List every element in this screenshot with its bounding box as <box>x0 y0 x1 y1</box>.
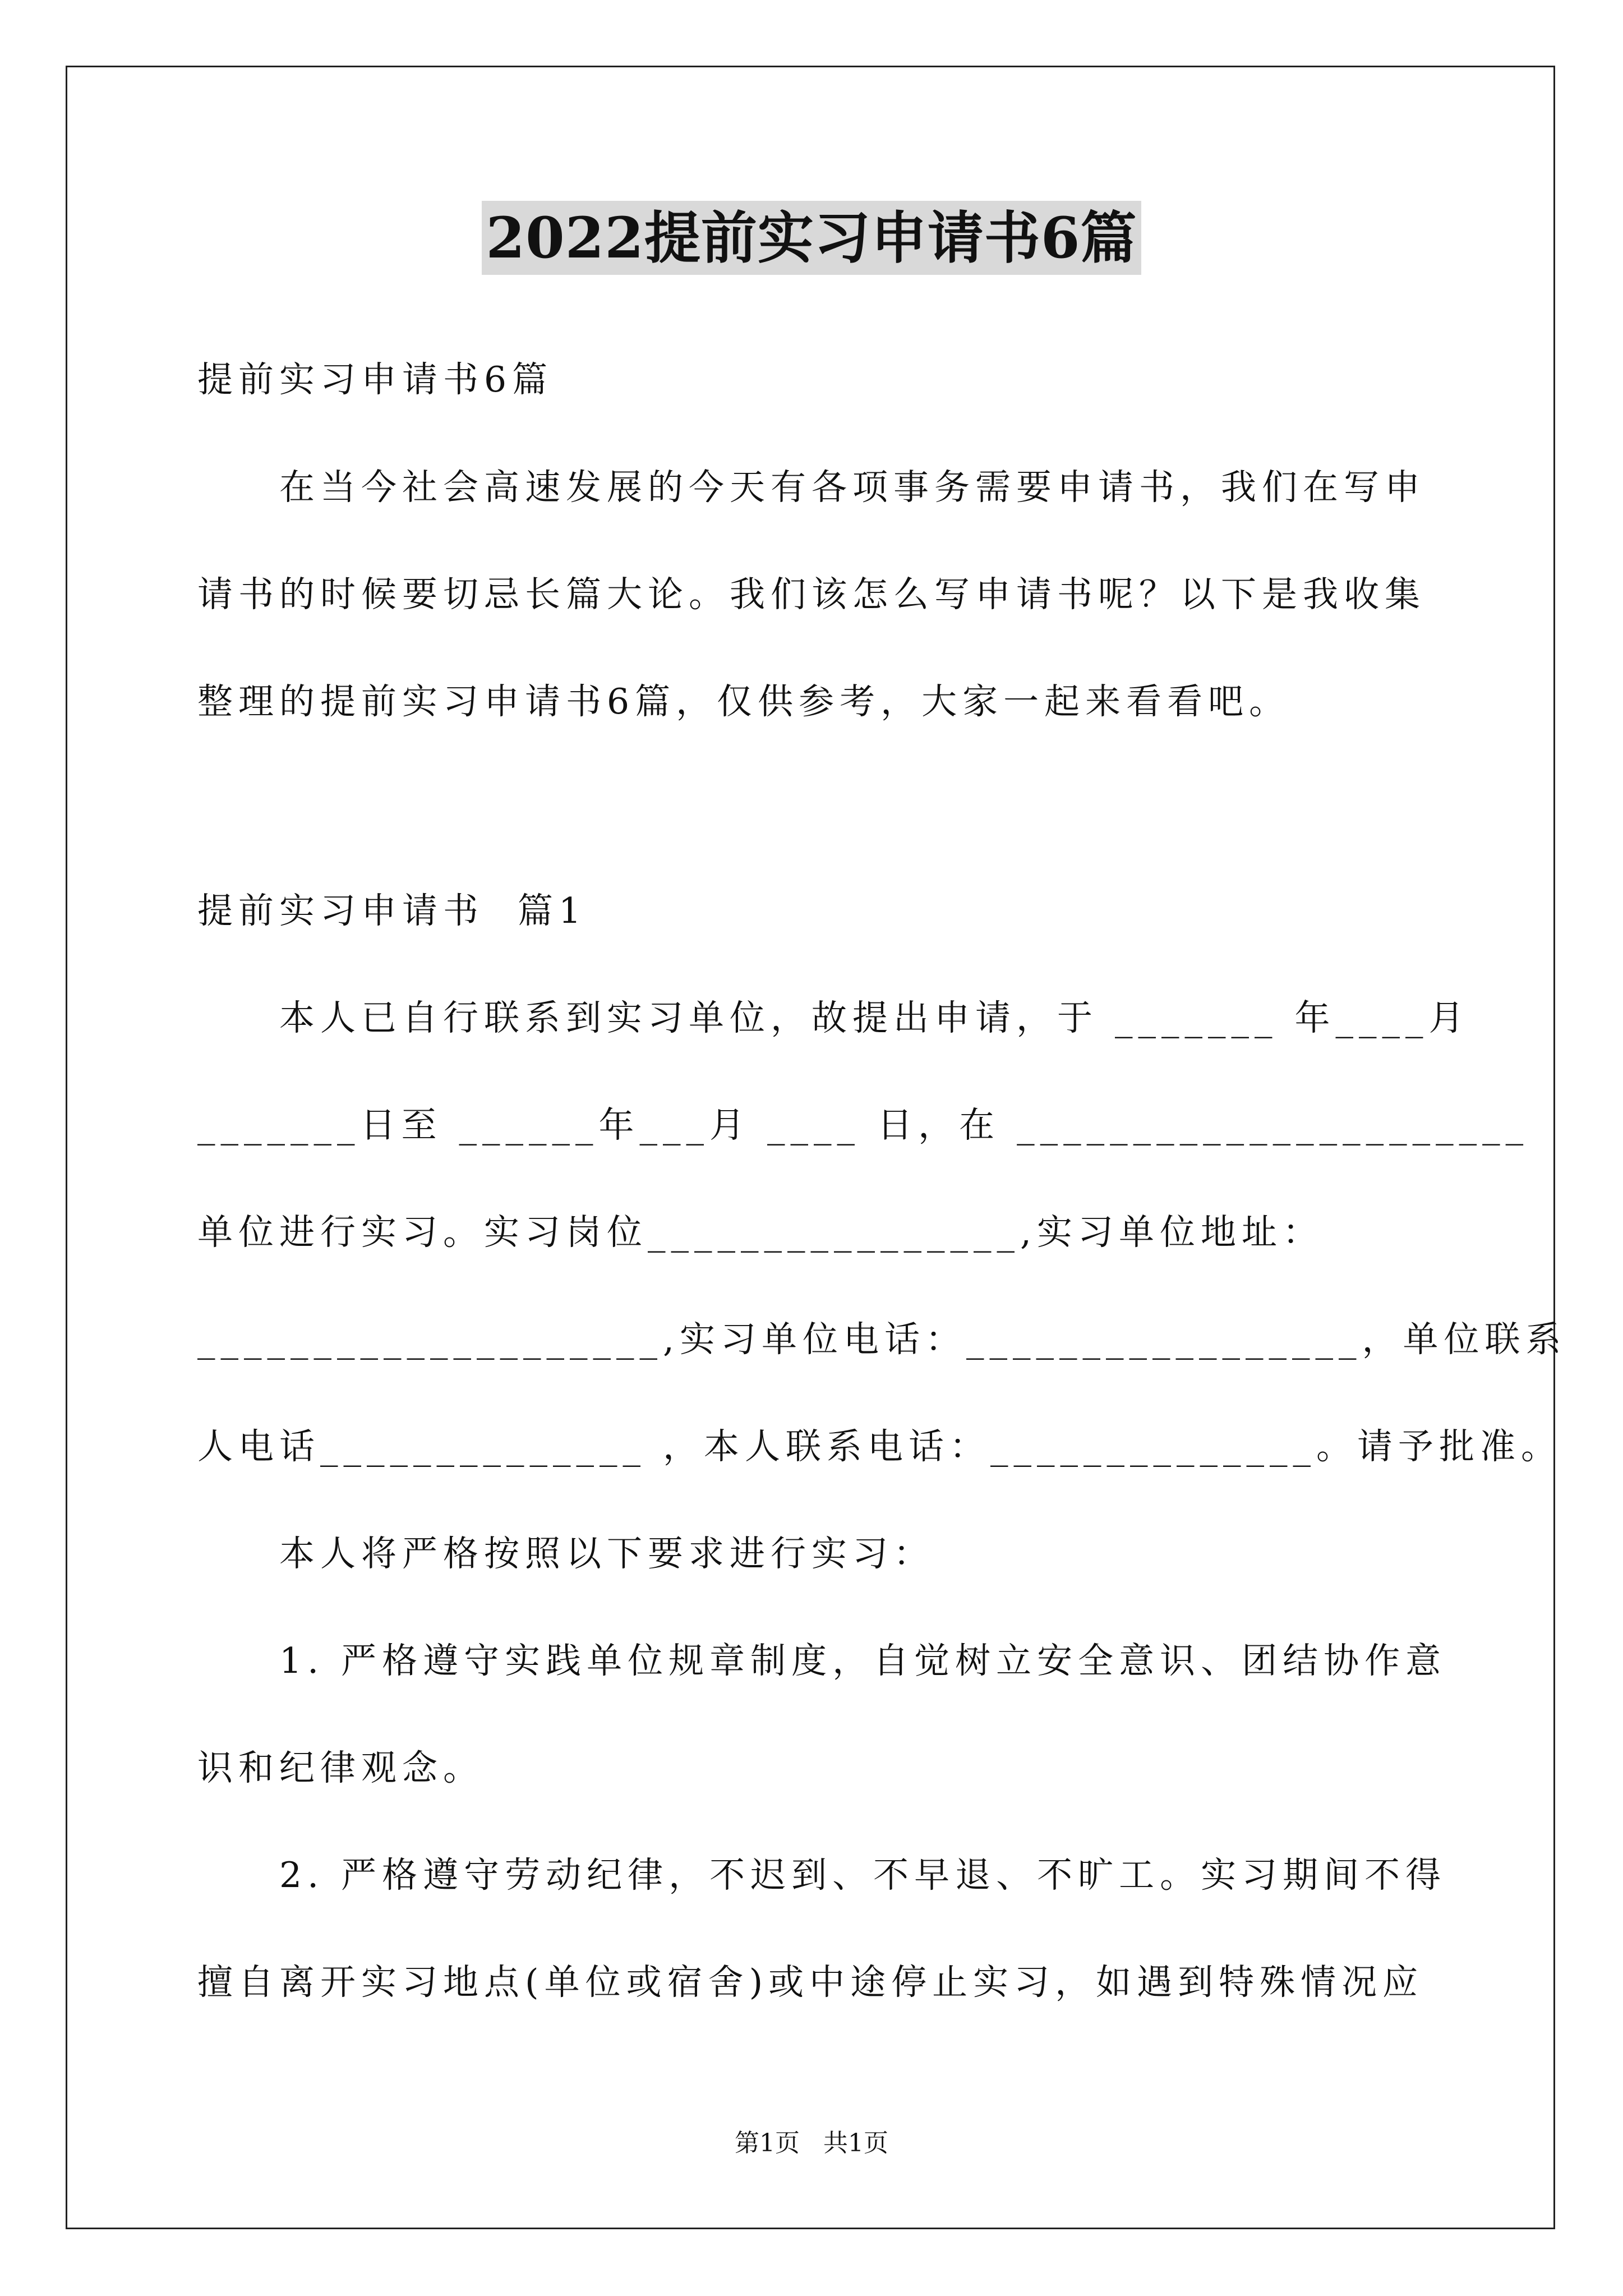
body-line-10: 擅自离开实习地点(单位或宿舍)或中途停止实习，如遇到特殊情况应 <box>197 1962 1424 2003</box>
body-line-2: _______日至 ______年___月 ____ 日，在 ______________________ <box>197 1105 1529 1145</box>
body-line-1: 本人已自行联系到实习单位，故提出申请，于 _______ 年____月 <box>279 997 1470 1038</box>
intro-line-1: 在当今社会高速发展的今天有各项事务需要申请书，我们在写申 <box>279 467 1426 508</box>
body-line-3: 单位进行实习。实习岗位________________,实习单位地址： <box>197 1212 1324 1253</box>
body-line-5: 人电话______________ ，本人联系电话：______________。请予批准。 <box>197 1426 1562 1467</box>
document-subtitle: 提前实习申请书6篇 <box>197 359 554 400</box>
section-heading: 提前实习申请书 篇1 <box>197 890 587 931</box>
title-wrap <box>0 201 1623 275</box>
page-footer: 第1页 共1页 <box>735 2129 888 2157</box>
body-line-6: 本人将严格按照以下要求进行实习： <box>279 1533 934 1574</box>
intro-line-3: 整理的提前实习申请书6篇，仅供参考，大家一起来看看吧。 <box>197 681 1290 722</box>
body-line-9: 2. 严格遵守劳动纪律，不迟到、不早退、不旷工。实习期间不得 <box>279 1855 1447 1895</box>
document-title: 2022提前实习申请书6篇 <box>482 201 1142 275</box>
body-line-4: ____________________,实习单位电话：_________________，单位联系 <box>197 1319 1567 1360</box>
body-line-8: 识和纪律观念。 <box>197 1747 484 1788</box>
intro-line-2: 请书的时候要切忌长篇大论。我们该怎么写申请书呢？以下是我收集 <box>197 574 1426 615</box>
body-line-7: 1. 严格遵守实践单位规章制度，自觉树立安全意识、团结协作意 <box>279 1640 1447 1681</box>
